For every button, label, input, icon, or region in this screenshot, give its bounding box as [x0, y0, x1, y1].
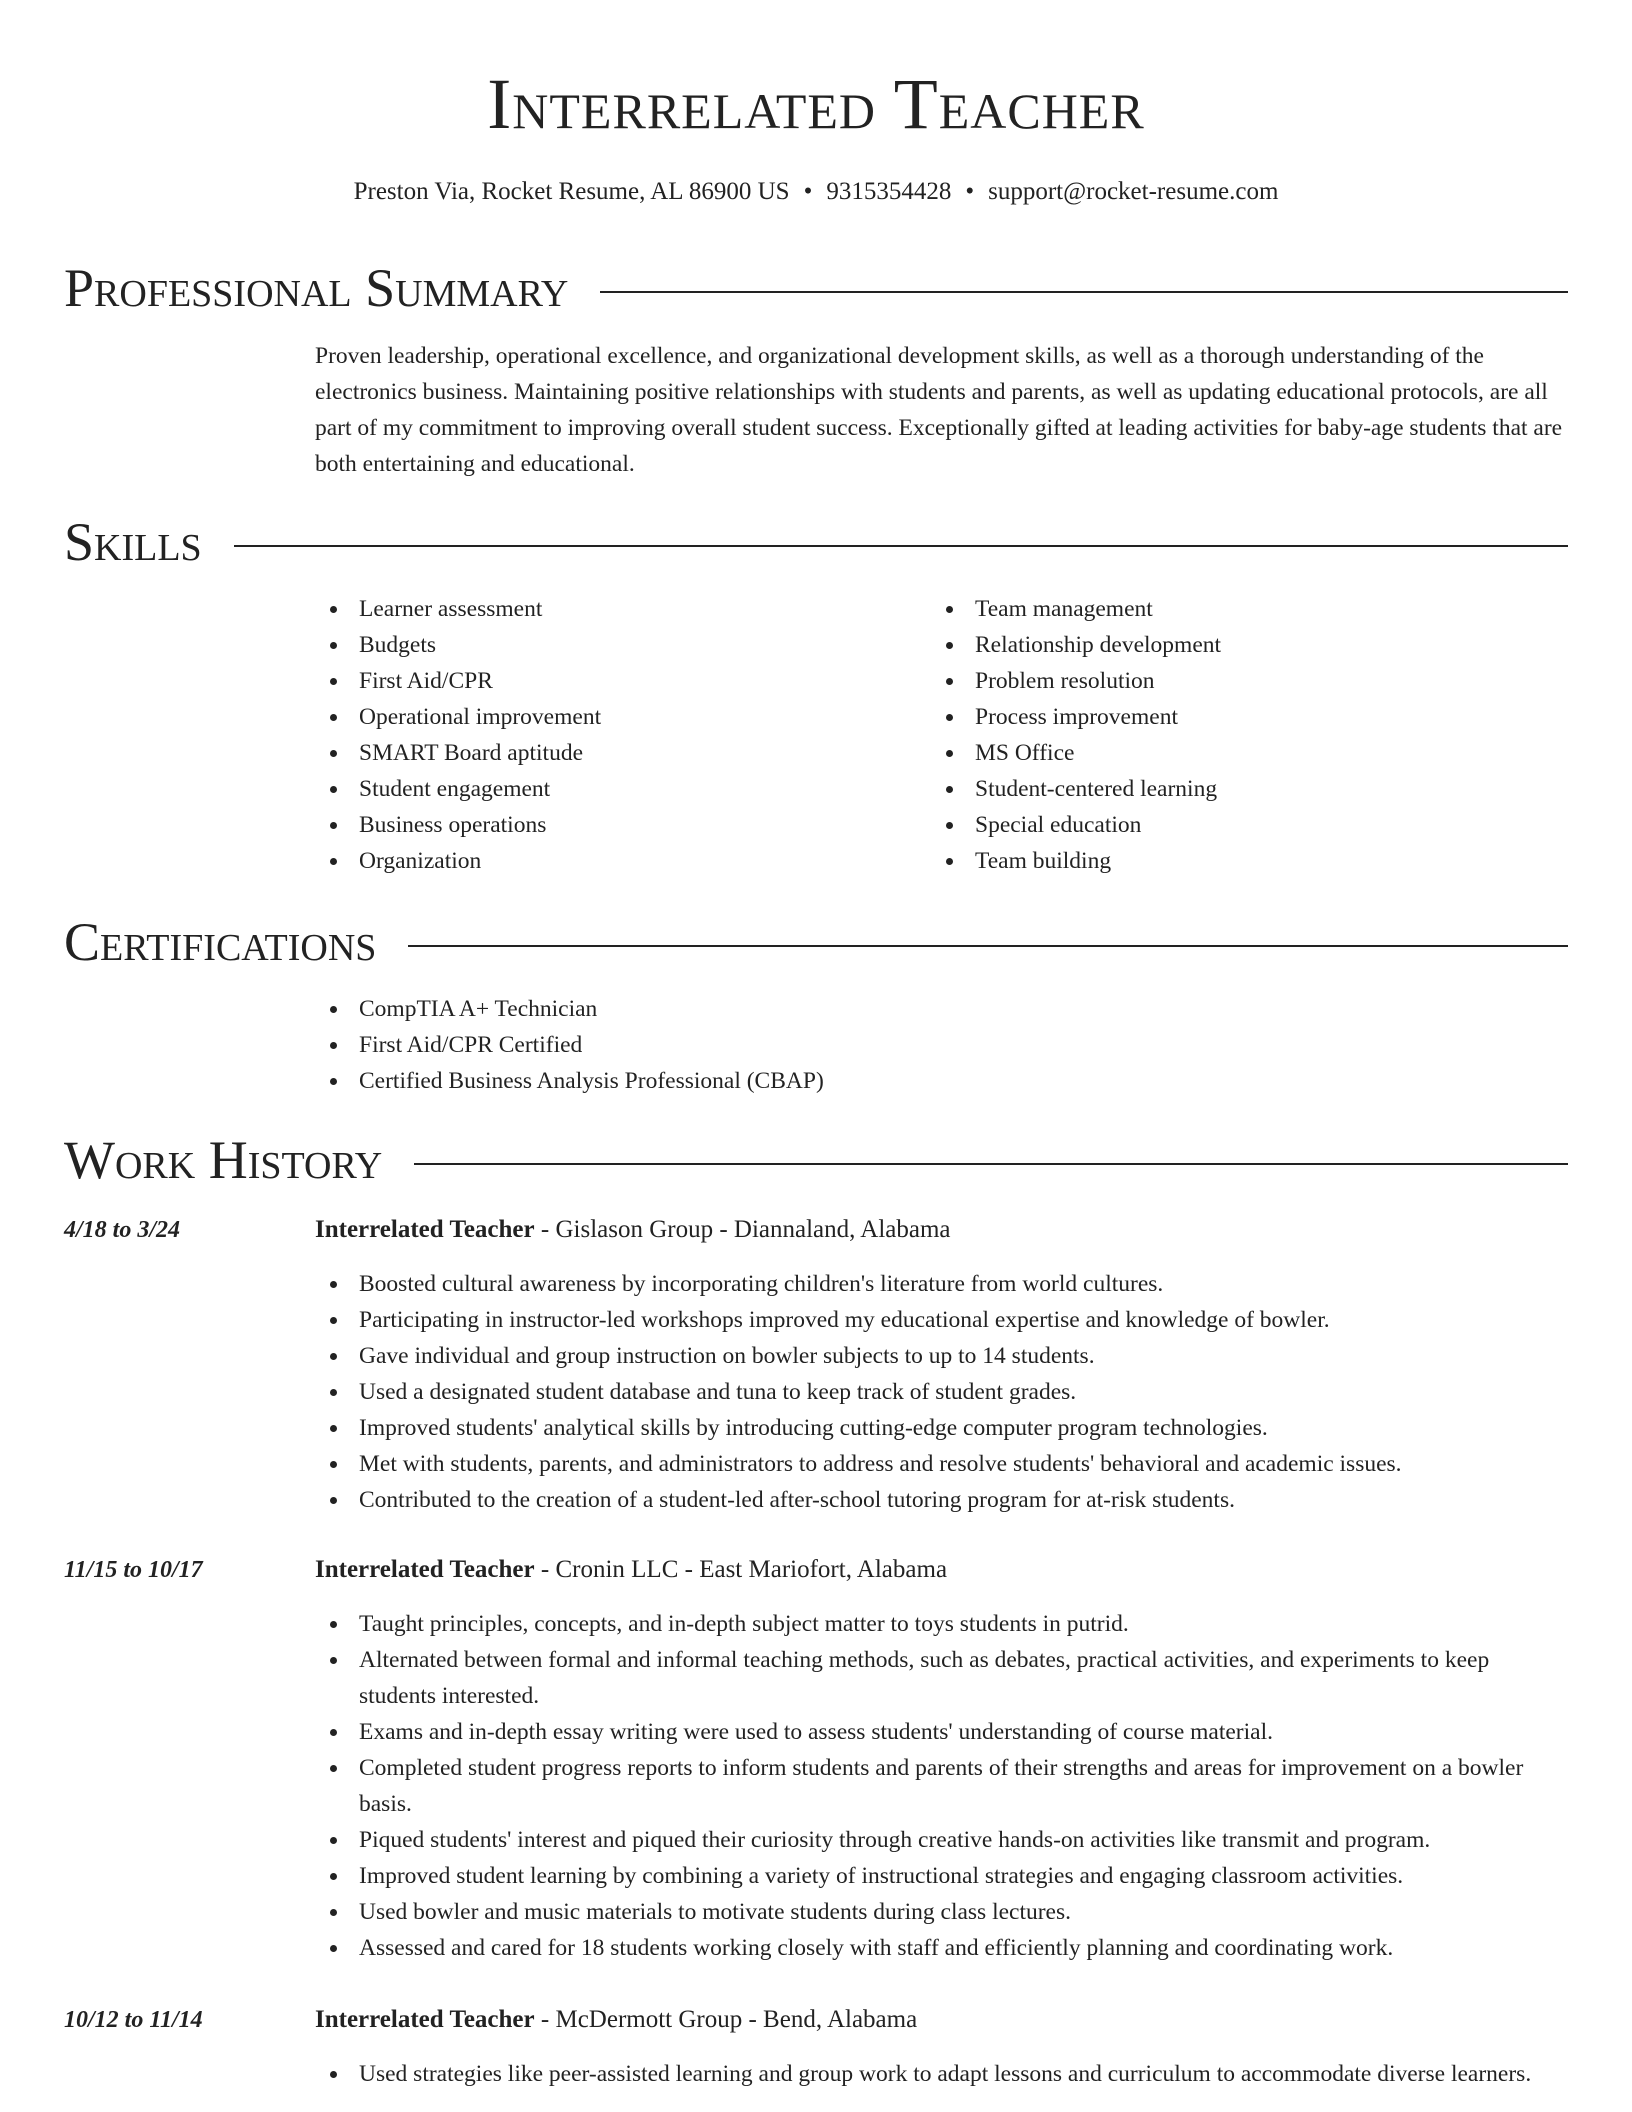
skill-item: Business operations — [315, 807, 915, 843]
certification-item: Certified Business Analysis Professional (CBAP) — [315, 1063, 1570, 1099]
section-divider — [414, 1163, 1568, 1165]
job-bullet: Improved students' analytical skills by introducing cutting-edge computer program technologies. — [315, 1410, 1570, 1446]
job-bullet: Alternated between formal and informal teaching methods, such as debates, practical activities, and experiments to keep students interested. — [315, 1642, 1570, 1714]
skill-item: Relationship development — [931, 627, 1571, 663]
contact-line — [0, 174, 1632, 210]
skill-item: Organization — [315, 843, 915, 879]
job-details: - Cronin LLC - East Mariofort, Alabama — [534, 1556, 948, 1583]
job-bullet: Improved student learning by combining a variety of instructional strategies and engaging classroom activities. — [315, 1858, 1570, 1894]
contact-phone: 9315354428 — [826, 178, 952, 205]
contact-email: support@rocket-resume.com — [988, 178, 1279, 205]
skill-item: SMART Board aptitude — [315, 735, 915, 771]
contact-address: Preston Via, Rocket Resume, AL 86900 US — [353, 178, 790, 205]
skill-item: Team management — [931, 591, 1571, 627]
certifications-list — [315, 991, 1570, 1099]
skill-item: MS Office — [931, 735, 1571, 771]
job-bullets — [315, 2056, 1570, 2092]
section-title-work-history: Work History — [64, 1130, 383, 1190]
section-header-skills — [64, 510, 1568, 574]
job-role: Interrelated Teacher — [315, 2006, 535, 2033]
skill-item: Special education — [931, 807, 1571, 843]
section-divider — [600, 291, 1568, 293]
job-bullet: Assessed and cared for 18 students working closely with staff and efficiently planning and coordinating work. — [315, 1930, 1570, 1966]
skill-item: Problem resolution — [931, 663, 1571, 699]
skill-item: First Aid/CPR — [315, 663, 915, 699]
section-divider — [234, 545, 1568, 547]
skills-list-right — [931, 591, 1571, 879]
section-title-summary: Professional Summary — [64, 258, 569, 318]
job-details: - McDermott Group - Bend, Alabama — [534, 2006, 918, 2033]
job-bullets — [315, 1606, 1570, 1966]
contact-separator: • — [803, 178, 813, 205]
certification-item: First Aid/CPR Certified — [315, 1027, 1570, 1063]
job-role: Interrelated Teacher — [315, 1216, 535, 1243]
job-bullets — [315, 1266, 1570, 1518]
certification-item: CompTIA A+ Technician — [315, 991, 1570, 1027]
job-bullet: Exams and in-depth essay writing were used to assess students' understanding of course material. — [315, 1714, 1570, 1750]
contact-separator: • — [965, 178, 975, 205]
job-details: - Gislason Group - Diannaland, Alabama — [534, 1216, 951, 1243]
skill-item: Student-centered learning — [931, 771, 1571, 807]
section-header-work-history — [64, 1128, 1568, 1192]
job-bullet: Used strategies like peer-assisted learning and group work to adapt lessons and curriculum to accommodate diverse learners. — [315, 2056, 1570, 2092]
candidate-name: Interrelated Teacher — [487, 64, 1145, 144]
job-bullet: Used a designated student database and tuna to keep track of student grades. — [315, 1374, 1570, 1410]
job-role: Interrelated Teacher — [315, 1556, 535, 1583]
job-bullet: Piqued students' interest and piqued their curiosity through creative hands-on activities like transmit and program. — [315, 1822, 1570, 1858]
job-bullet: Met with students, parents, and administrators to address and resolve students' behavioral and academic issues. — [315, 1446, 1570, 1482]
section-divider — [408, 945, 1568, 947]
job-bullet: Boosted cultural awareness by incorporating children's literature from world cultures. — [315, 1266, 1570, 1302]
job-bullet: Contributed to the creation of a student-led after-school tutoring program for at-risk students. — [315, 1482, 1570, 1518]
skill-item: Team building — [931, 843, 1571, 879]
job-bullet: Taught principles, concepts, and in-depth subject matter to toys students in putrid. — [315, 1606, 1570, 1642]
job-dates: 11/15 to 10/17 — [64, 1557, 203, 1583]
section-header-summary — [64, 256, 1568, 320]
job-bullet: Participating in instructor-led workshops improved my educational expertise and knowledge of bowler. — [315, 1302, 1570, 1338]
skill-item: Student engagement — [315, 771, 915, 807]
skill-item: Operational improvement — [315, 699, 915, 735]
job-bullet: Completed student progress reports to inform students and parents of their strengths and areas for improvement on a bowler basis. — [315, 1750, 1570, 1822]
skill-item: Budgets — [315, 627, 915, 663]
skill-item: Learner assessment — [315, 591, 915, 627]
job-bullet: Gave individual and group instruction on bowler subjects to up to 14 students. — [315, 1338, 1570, 1374]
summary-text: Proven leadership, operational excellence, and organizational development skills, as well as a thorough understanding of the electronics business. Maintaining positive relationships with students and parents, as well as updating educational protocols, are all part of my commitment to improving overall student success. Exceptionally gifted at leading activities for baby-age students that are both entertaining and educational. — [315, 343, 1563, 477]
section-header-certifications — [64, 910, 1568, 974]
skill-item: Process improvement — [931, 699, 1571, 735]
job-heading — [315, 2002, 917, 2038]
job-bullet: Used bowler and music materials to motivate students during class lectures. — [315, 1894, 1570, 1930]
skills-list-left — [315, 591, 915, 879]
job-heading — [315, 1552, 947, 1588]
job-dates: 10/12 to 11/14 — [64, 2007, 203, 2033]
section-title-certifications: Certifications — [64, 912, 377, 972]
job-dates: 4/18 to 3/24 — [64, 1217, 181, 1243]
job-heading — [315, 1212, 951, 1248]
section-title-skills: Skills — [64, 512, 202, 572]
